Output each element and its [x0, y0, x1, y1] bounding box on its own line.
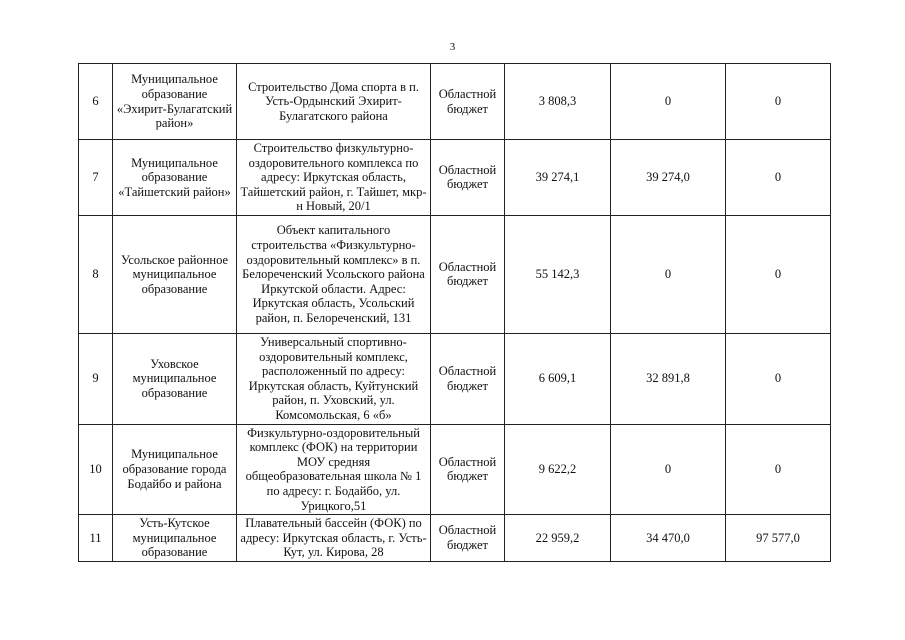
amount-3-cell: 97 577,0 — [726, 515, 831, 562]
amount-1-cell: 9 622,2 — [505, 424, 611, 515]
project-cell: Объект капитального строительства «Физкультурно-оздоровительный комплекс» в п. Белореченский Усольского района Иркутской области. Адрес: Иркутская область, Усольский район, п. Белореченский, 131 — [237, 215, 431, 333]
project-cell: Физкультурно-оздоровительный комплекс (ФОК) на территории МОУ средняя общеобразовательная школа № 1 по адресу: г. Бодайбо, ул. Урицкого,51 — [237, 424, 431, 515]
amount-1-cell: 39 274,1 — [505, 140, 611, 216]
amount-3-cell: 0 — [726, 215, 831, 333]
amount-2-cell: 34 470,0 — [611, 515, 726, 562]
row-number: 8 — [79, 215, 113, 333]
table-row — [79, 140, 831, 216]
amount-3-cell: 0 — [726, 333, 831, 424]
amount-1-cell: 6 609,1 — [505, 333, 611, 424]
project-cell: Строительство физкультурно-оздоровительного комплекса по адресу: Иркутская область, Тайшетский район, г. Тайшет, мкр-н Новый, 20/1 — [237, 140, 431, 216]
municipality-cell: Усть-Кутское муниципальное образование — [113, 515, 237, 562]
amount-3-cell: 0 — [726, 424, 831, 515]
project-cell: Строительство Дома спорта в п. Усть-Ордынский Эхирит-Булагатского района — [237, 64, 431, 140]
amount-2-cell: 32 891,8 — [611, 333, 726, 424]
amount-2-cell: 39 274,0 — [611, 140, 726, 216]
amount-3-cell: 0 — [726, 140, 831, 216]
row-number: 6 — [79, 64, 113, 140]
table-row — [79, 333, 831, 424]
funding-source-cell: Областной бюджет — [431, 64, 505, 140]
funding-source-cell: Областной бюджет — [431, 424, 505, 515]
amount-1-cell: 55 142,3 — [505, 215, 611, 333]
amount-1-cell: 3 808,3 — [505, 64, 611, 140]
row-number: 7 — [79, 140, 113, 216]
funding-source-cell: Областной бюджет — [431, 333, 505, 424]
municipality-cell: Муниципальное образование «Тайшетский район» — [113, 140, 237, 216]
funding-source-cell: Областной бюджет — [431, 140, 505, 216]
project-cell: Плавательный бассейн (ФОК) по адресу: Иркутская область, г. Усть-Кут, ул. Кирова, 28 — [237, 515, 431, 562]
row-number: 10 — [79, 424, 113, 515]
municipality-cell: Муниципальное образование города Бодайбо и района — [113, 424, 237, 515]
amount-3-cell: 0 — [726, 64, 831, 140]
row-number: 11 — [79, 515, 113, 562]
municipality-cell: Усольское районное муниципальное образование — [113, 215, 237, 333]
municipality-cell: Уховское муниципальное образование — [113, 333, 237, 424]
table-row — [79, 215, 831, 333]
page-number: 3 — [449, 41, 456, 53]
funding-source-cell: Областной бюджет — [431, 215, 505, 333]
budget-table — [78, 63, 831, 562]
table-row — [79, 64, 831, 140]
funding-source-cell: Областной бюджет — [431, 515, 505, 562]
amount-1-cell: 22 959,2 — [505, 515, 611, 562]
amount-2-cell: 0 — [611, 215, 726, 333]
amount-2-cell: 0 — [611, 424, 726, 515]
project-cell: Универсальный спортивно-оздоровительный комплекс, расположенный по адресу: Иркутская область, Куйтунский район, п. Уховский, ул. Комсомольская, 6 «б» — [237, 333, 431, 424]
table-row — [79, 515, 831, 562]
table-row — [79, 424, 831, 515]
municipality-cell: Муниципальное образование «Эхирит-Булагатский район» — [113, 64, 237, 140]
row-number: 9 — [79, 333, 113, 424]
amount-2-cell: 0 — [611, 64, 726, 140]
